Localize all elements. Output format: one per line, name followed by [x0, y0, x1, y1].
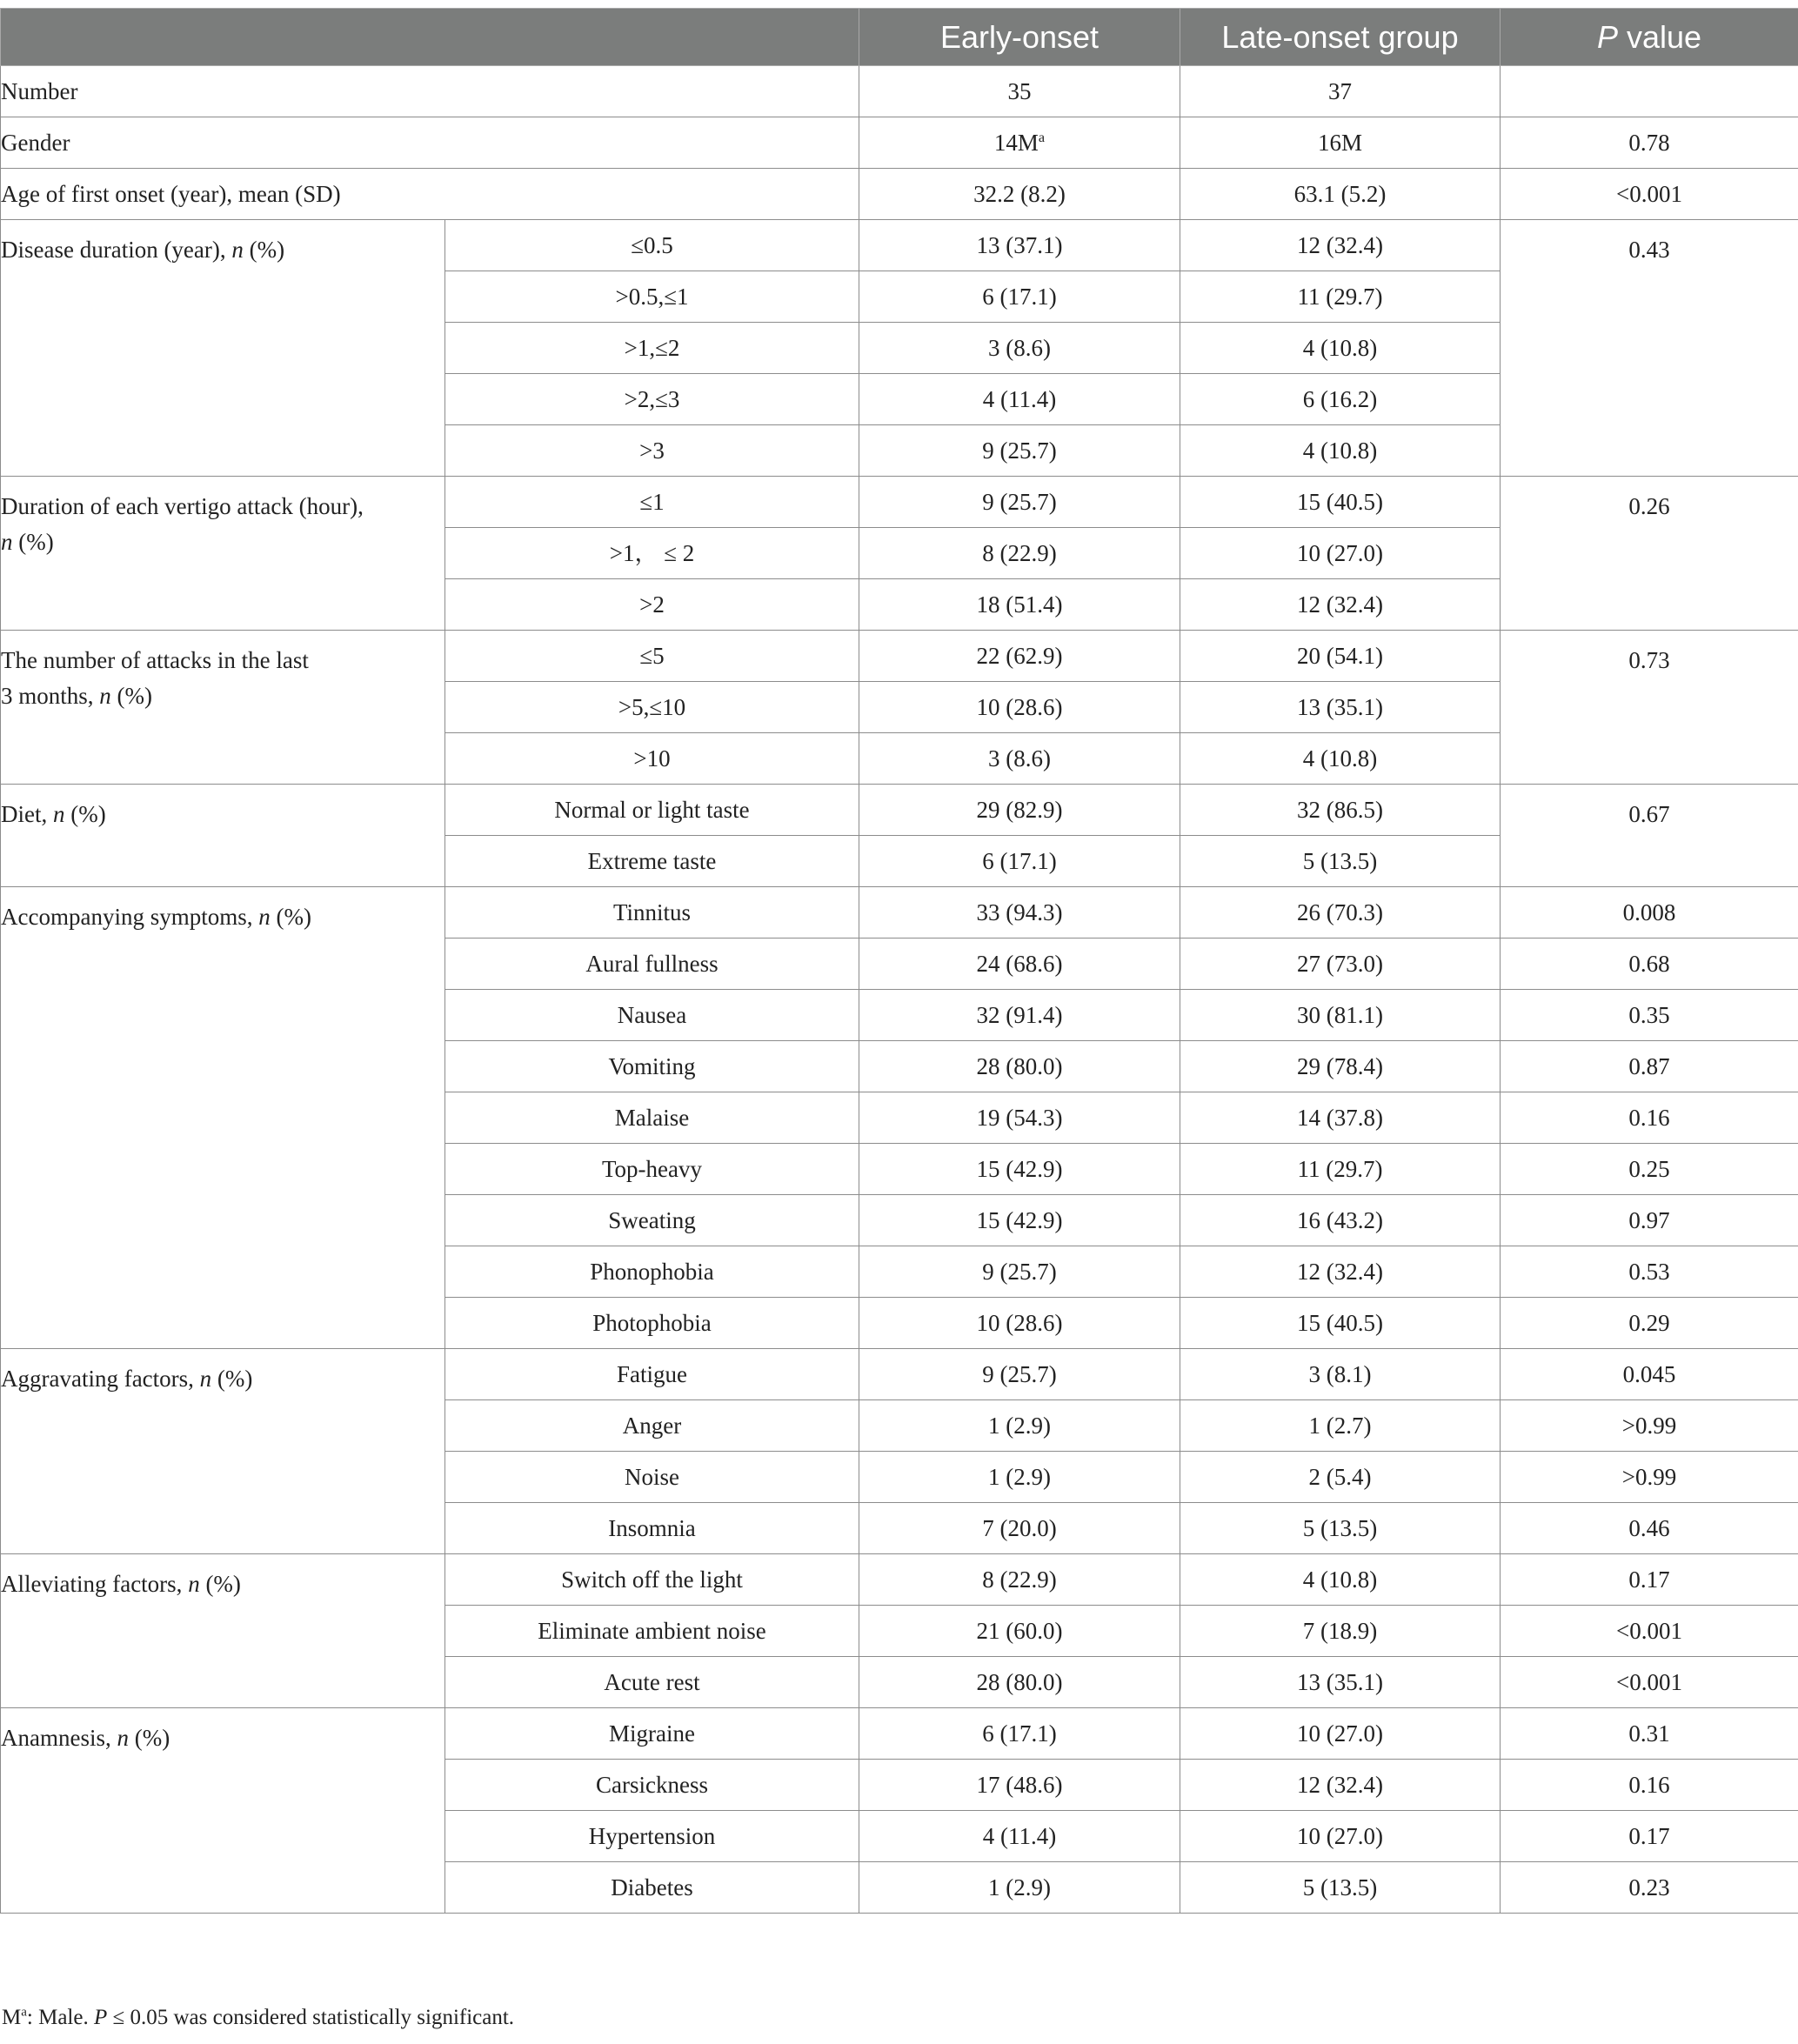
late-value: 14 (37.8)	[1180, 1092, 1501, 1144]
early-value: 1 (2.9)	[859, 1452, 1180, 1503]
characteristics-table	[0, 8, 1798, 1914]
early-value: 28 (80.0)	[859, 1041, 1180, 1092]
table-row	[1, 169, 1798, 220]
row-label: Number	[1, 66, 859, 117]
p-value	[1501, 66, 1798, 117]
early-value: 13 (37.1)	[859, 220, 1180, 271]
late-value: 11 (29.7)	[1180, 1144, 1501, 1195]
p-value: >0.99	[1501, 1452, 1798, 1503]
subgroup-label: Switch off the light	[445, 1554, 859, 1606]
late-value: 11 (29.7)	[1180, 271, 1501, 323]
late-value: 12 (32.4)	[1180, 579, 1501, 631]
subgroup-label: Anger	[445, 1400, 859, 1452]
subgroup-label: Migraine	[445, 1708, 859, 1760]
p-value: 0.26	[1501, 477, 1798, 631]
header-p-value	[1501, 9, 1798, 66]
late-value: 3 (8.1)	[1180, 1349, 1501, 1400]
late-value: 2 (5.4)	[1180, 1452, 1501, 1503]
subgroup-label: Aural fullness	[445, 939, 859, 990]
early-value: 7 (20.0)	[859, 1503, 1180, 1554]
subgroup-label: Eliminate ambient noise	[445, 1606, 859, 1657]
late-value: 6 (16.2)	[1180, 374, 1501, 425]
subgroup-label: Hypertension	[445, 1811, 859, 1862]
late-value: 13 (35.1)	[1180, 682, 1501, 733]
group-label	[1, 887, 445, 1349]
group-label-text: Alleviating factors,	[1, 1571, 189, 1597]
footnote-p: P	[93, 2006, 108, 2029]
header-late-onset: Late-onset group	[1180, 9, 1501, 66]
p-value: <0.001	[1501, 169, 1798, 220]
p-value: 0.67	[1501, 785, 1798, 887]
early-value-text: 14M	[993, 129, 1039, 156]
early-value: 28 (80.0)	[859, 1657, 1180, 1708]
subgroup-label: Carsickness	[445, 1760, 859, 1811]
early-value: 9 (25.7)	[859, 477, 1180, 528]
early-value: 1 (2.9)	[859, 1400, 1180, 1452]
late-value: 16M	[1180, 117, 1501, 169]
group-label-suffix: (%)	[12, 528, 54, 555]
p-value: 0.53	[1501, 1246, 1798, 1298]
early-value: 18 (51.4)	[859, 579, 1180, 631]
row-label: Age of first onset (year), mean (SD)	[1, 169, 859, 220]
group-label	[1, 477, 445, 631]
early-value: 24 (68.6)	[859, 939, 1180, 990]
group-label-text: Accompanying symptoms,	[1, 904, 259, 930]
early-value: 6 (17.1)	[859, 1708, 1180, 1760]
table-row	[1, 66, 1798, 117]
late-value: 32 (86.5)	[1180, 785, 1501, 836]
early-value: 4 (11.4)	[859, 1811, 1180, 1862]
late-value: 4 (10.8)	[1180, 1554, 1501, 1606]
p-value: 0.045	[1501, 1349, 1798, 1400]
footnote-text1: : Male.	[26, 2006, 94, 2029]
late-value: 15 (40.5)	[1180, 477, 1501, 528]
group-label-text: The number of attacks in the last	[1, 647, 309, 673]
p-value: 0.23	[1501, 1862, 1798, 1914]
late-value: 20 (54.1)	[1180, 631, 1501, 682]
early-value: 9 (25.7)	[859, 1349, 1180, 1400]
p-value: <0.001	[1501, 1657, 1798, 1708]
early-value: 15 (42.9)	[859, 1144, 1180, 1195]
late-value: 16 (43.2)	[1180, 1195, 1501, 1246]
late-value: 4 (10.8)	[1180, 733, 1501, 785]
group-label	[1, 631, 445, 785]
group-label-n: n	[231, 237, 244, 263]
footnote-text2: ≤ 0.05 was considered statistically significant.	[107, 2006, 515, 2029]
p-value: 0.17	[1501, 1554, 1798, 1606]
table-row	[1, 1554, 1798, 1606]
group-label-text: Disease duration (year),	[1, 237, 232, 263]
late-value: 10 (27.0)	[1180, 1708, 1501, 1760]
header-row	[1, 9, 1798, 66]
p-value: 0.35	[1501, 990, 1798, 1041]
late-value: 5 (13.5)	[1180, 836, 1501, 887]
group-label	[1, 1554, 445, 1708]
late-value: 5 (13.5)	[1180, 1862, 1501, 1914]
table-row	[1, 631, 1798, 682]
early-value: 10 (28.6)	[859, 682, 1180, 733]
subgroup-label: Insomnia	[445, 1503, 859, 1554]
group-label-n: n	[188, 1571, 200, 1597]
table-container	[0, 8, 1798, 1914]
table-footnote	[2, 2006, 514, 2030]
subgroup-label: Diabetes	[445, 1862, 859, 1914]
late-value: 12 (32.4)	[1180, 220, 1501, 271]
early-value: 32 (91.4)	[859, 990, 1180, 1041]
group-label-n: n	[53, 801, 65, 827]
p-value: 0.17	[1501, 1811, 1798, 1862]
subgroup-label: Noise	[445, 1452, 859, 1503]
header-p-italic: P	[1596, 18, 1618, 55]
subgroup-label: Acute rest	[445, 1657, 859, 1708]
p-value: 0.31	[1501, 1708, 1798, 1760]
group-label-text: Diet,	[1, 801, 53, 827]
early-value: 35	[859, 66, 1180, 117]
subgroup-label: Malaise	[445, 1092, 859, 1144]
group-label-suffix: (%)	[211, 1366, 253, 1392]
early-value: 9 (25.7)	[859, 425, 1180, 477]
early-value: 6 (17.1)	[859, 271, 1180, 323]
group-label-suffix: (%)	[110, 682, 152, 709]
subgroup-label: Normal or light taste	[445, 785, 859, 836]
late-value: 26 (70.3)	[1180, 887, 1501, 939]
p-value: 0.16	[1501, 1760, 1798, 1811]
early-value: 3 (8.6)	[859, 323, 1180, 374]
subgroup-label: Sweating	[445, 1195, 859, 1246]
subgroup-label: Tinnitus	[445, 887, 859, 939]
p-value: >0.99	[1501, 1400, 1798, 1452]
late-value: 1 (2.7)	[1180, 1400, 1501, 1452]
subgroup-label: >2	[445, 579, 859, 631]
subgroup-label: >1,≤2	[445, 323, 859, 374]
p-value: 0.73	[1501, 631, 1798, 785]
subgroup-label: Vomiting	[445, 1041, 859, 1092]
group-label-n: n	[117, 1725, 129, 1751]
subgroup-label: Nausea	[445, 990, 859, 1041]
late-value: 37	[1180, 66, 1501, 117]
group-label-n: n	[99, 682, 111, 709]
late-value: 12 (32.4)	[1180, 1246, 1501, 1298]
subgroup-label: Extreme taste	[445, 836, 859, 887]
table-row	[1, 785, 1798, 836]
early-value: 8 (22.9)	[859, 1554, 1180, 1606]
p-value: 0.25	[1501, 1144, 1798, 1195]
group-label	[1, 1708, 445, 1914]
subgroup-label: >10	[445, 733, 859, 785]
early-value: 17 (48.6)	[859, 1760, 1180, 1811]
row-label: Gender	[1, 117, 859, 169]
header-p-rest: value	[1617, 18, 1702, 55]
p-value: <0.001	[1501, 1606, 1798, 1657]
group-label	[1, 785, 445, 887]
late-value: 30 (81.1)	[1180, 990, 1501, 1041]
early-value: 9 (25.7)	[859, 1246, 1180, 1298]
late-value: 15 (40.5)	[1180, 1298, 1501, 1349]
late-value: 4 (10.8)	[1180, 425, 1501, 477]
group-label-n: n	[199, 1366, 212, 1392]
early-value: 3 (8.6)	[859, 733, 1180, 785]
early-value: 10 (28.6)	[859, 1298, 1180, 1349]
p-value: 0.46	[1501, 1503, 1798, 1554]
early-value: 29 (82.9)	[859, 785, 1180, 836]
p-value: 0.68	[1501, 939, 1798, 990]
footnote-marker: a	[1038, 129, 1046, 145]
p-value: 0.29	[1501, 1298, 1798, 1349]
table-row	[1, 220, 1798, 271]
late-value: 4 (10.8)	[1180, 323, 1501, 374]
p-value: 0.16	[1501, 1092, 1798, 1144]
subgroup-label: >1， ≤ 2	[445, 528, 859, 579]
late-value: 12 (32.4)	[1180, 1760, 1501, 1811]
subgroup-label: >0.5,≤1	[445, 271, 859, 323]
group-label-n: n	[258, 904, 271, 930]
footnote-sup: a	[21, 2005, 27, 2020]
late-value: 7 (18.9)	[1180, 1606, 1501, 1657]
subgroup-label: ≤1	[445, 477, 859, 528]
p-value: 0.87	[1501, 1041, 1798, 1092]
group-label-suffix: (%)	[243, 237, 285, 263]
subgroup-label: >2,≤3	[445, 374, 859, 425]
group-label-text: Duration of each vertigo attack (hour),	[1, 493, 364, 519]
group-label-text: Aggravating factors,	[1, 1366, 200, 1392]
p-value: 0.78	[1501, 117, 1798, 169]
early-value: 6 (17.1)	[859, 836, 1180, 887]
early-value: 32.2 (8.2)	[859, 169, 1180, 220]
header-blank-cell	[1, 9, 859, 66]
early-value: 22 (62.9)	[859, 631, 1180, 682]
group-label-suffix: (%)	[199, 1571, 241, 1597]
subgroup-label: Photophobia	[445, 1298, 859, 1349]
early-value: 4 (11.4)	[859, 374, 1180, 425]
footnote-m: M	[2, 2006, 22, 2029]
p-value: 0.97	[1501, 1195, 1798, 1246]
table-row	[1, 1708, 1798, 1760]
early-value: 1 (2.9)	[859, 1862, 1180, 1914]
table-row	[1, 117, 1798, 169]
subgroup-label: ≤0.5	[445, 220, 859, 271]
early-value: 8 (22.9)	[859, 528, 1180, 579]
header-early-onset: Early-onset	[859, 9, 1180, 66]
group-label	[1, 1349, 445, 1554]
group-label	[1, 220, 445, 477]
early-value	[859, 117, 1180, 169]
early-value: 15 (42.9)	[859, 1195, 1180, 1246]
late-value: 27 (73.0)	[1180, 939, 1501, 990]
subgroup-label: >3	[445, 425, 859, 477]
table-row	[1, 1349, 1798, 1400]
group-label-suffix: (%)	[64, 801, 106, 827]
early-value: 21 (60.0)	[859, 1606, 1180, 1657]
subgroup-label: Top-heavy	[445, 1144, 859, 1195]
late-value: 29 (78.4)	[1180, 1041, 1501, 1092]
subgroup-label: Fatigue	[445, 1349, 859, 1400]
p-value: 0.008	[1501, 887, 1798, 939]
group-label-suffix: (%)	[128, 1725, 170, 1751]
late-value: 10 (27.0)	[1180, 528, 1501, 579]
late-value: 63.1 (5.2)	[1180, 169, 1501, 220]
early-value: 33 (94.3)	[859, 887, 1180, 939]
early-value: 19 (54.3)	[859, 1092, 1180, 1144]
p-value: 0.43	[1501, 220, 1798, 477]
subgroup-label: ≤5	[445, 631, 859, 682]
group-label-text: Anamnesis,	[1, 1725, 117, 1751]
late-value: 10 (27.0)	[1180, 1811, 1501, 1862]
subgroup-label: Phonophobia	[445, 1246, 859, 1298]
late-value: 13 (35.1)	[1180, 1657, 1501, 1708]
subgroup-label: >5,≤10	[445, 682, 859, 733]
group-label-n: n	[1, 528, 13, 555]
group-label-suffix: (%)	[270, 904, 311, 930]
group-label-line2: 3 months,	[1, 682, 100, 709]
table-row	[1, 477, 1798, 528]
late-value: 5 (13.5)	[1180, 1503, 1501, 1554]
table-row	[1, 887, 1798, 939]
